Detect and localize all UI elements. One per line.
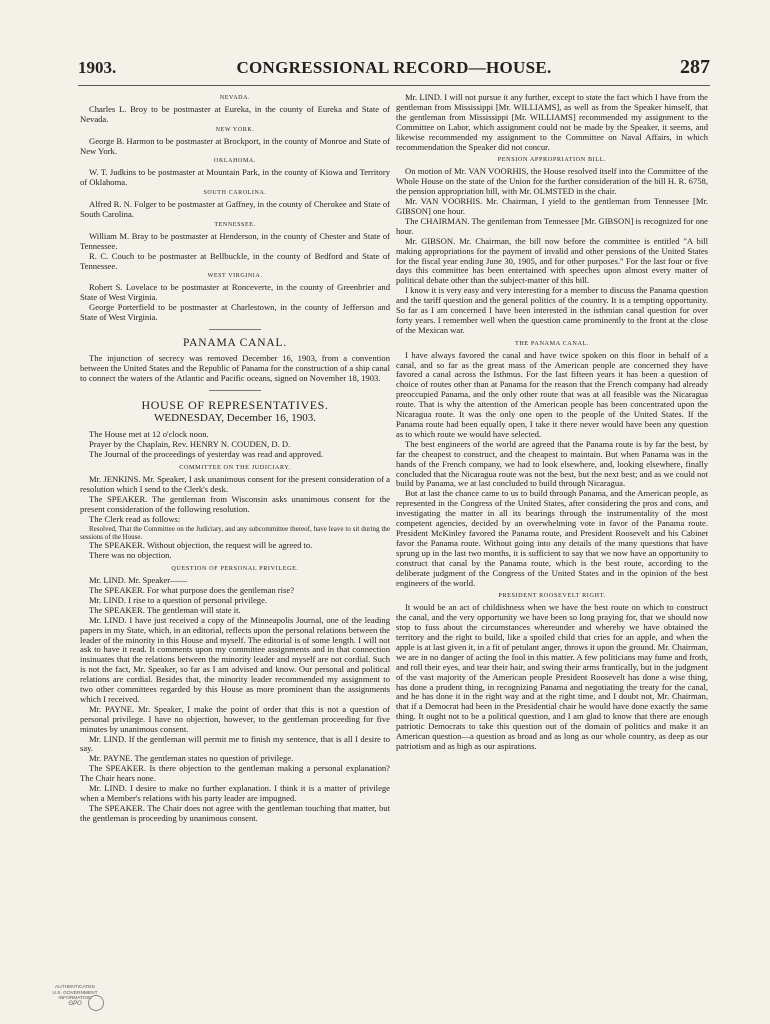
proceeding-paragraph: There was no objection.	[89, 550, 172, 561]
privilege-heading: QUESTION OF PERSONAL PRIVILEGE.	[171, 565, 299, 573]
nomination: Robert S. Lovelace to be postmaster at Ronceverte, in the county of Greenbrier and State of West Virginia.	[80, 282, 390, 303]
proceeding-paragraph: Mr. LIND. I desire to make no further explanation. I think it is a matter of privilege when a Member's relations with his party leader are impugned.	[80, 783, 390, 803]
house-heading: HOUSE OF REPRESENTATIVES.	[141, 397, 329, 412]
nomination: George B. Harmon to be postmaster at Brockport, in the county of Monroe and State of New York.	[80, 135, 390, 156]
proceeding-paragraph: The SPEAKER. Without objection, the request will be agreed to.	[89, 540, 313, 551]
state-heading: NEVADA.	[219, 95, 251, 101]
roosevelt-heading: PRESIDENT ROOSEVELT RIGHT.	[498, 592, 606, 600]
proceeding-paragraph: The SPEAKER. The gentleman from Wisconsin asks unanimous consent for the present consideration of the following resolution.	[80, 493, 390, 514]
stamp-line: U.S. GOVERNMENT	[52, 990, 98, 996]
proceeding-paragraph: Mr. LIND. I will not pursue it any further, except to state the fact which I have from the gentleman from Mississippi [Mr. WILLIAMS], as well as from the Speaker himself, that the gentleman from Mississippi [Mr. WILLIAMS] recommended my assignment to the Committee on Labor, which assignment could not be made by the Speaker, it seems, and likewise recommended my assignment to the Committee on Naval Affairs, in which recommendation the Speaker did not concur.	[396, 92, 708, 152]
proceeding-paragraph: The SPEAKER. The Chair does not agree with the gentleman touching that matter, but the gentleman is proceeding by unanimous consent.	[80, 802, 390, 823]
eagle-seal-icon	[88, 995, 104, 1011]
proceeding-paragraph: Mr. LIND. Mr. Speaker——	[89, 575, 188, 586]
speech-paragraph: It would be an act of childishness when we have the best route on which to construct the canal, and the very opportunity we have been so long praying for, that we should now stop to fuss about the circumstances whereunder and whereby we have obtained the territory and the right to build, like a spoiled child that cries for an apple, and when the apple is at last given it, in a fit of petulant anger, throws it upon the ground. Mr. Chairman, we are in no danger of acting the fool in this matter. A few politicians may fume and froth, and roll their eyes, and tear their hair, and swing their arms frantically, but in the judgment of the vast majority of the American people President Roosevelt has done a wise thing, has done a prudent thing, in recognizing Panama and negotiating the treaty for the canal, and he has done it in the right way and at the right time, and I doubt not, Mr. Chairman, that if a Democrat had been in the Presidential chair he would have done exactly the same thing. It ought not to be a political question, and I am glad to know that there are enough patriotic Democrats to take this question out of the domain of politics and make it an American question—a question as broad and as long as our whole country, as deep as our patriotism and as high as our aspirations.	[396, 602, 708, 751]
resolution-text: Resolved, That the Committee on the Judiciary, and any subcommittee thereof, have leave to sit during the sessions of the House.	[80, 524, 390, 541]
proceeding-paragraph: The House met at 12 o'clock noon.	[89, 429, 209, 440]
opening-proceedings	[80, 430, 390, 460]
state-heading: TENNESSEE.	[214, 221, 256, 228]
speech-paragraph: The best engineers of the world are agreed that the Panama route is by far the best, by far the cheapest to construct, and the cheapest to maintain. But when Panama was in the hands of the French company, we had to look elsewhere, and, looking elsewhere, finally concluded that the Nicaragua route was not the best, but the next best; and as we could not build by Panama, we at last concluded to build through Nicaragua.	[396, 438, 708, 489]
pension-proceedings	[396, 167, 708, 335]
nomination: George Porterfield to be postmaster at Charlestown, in the county of Jefferson and State of West Virginia.	[80, 302, 390, 323]
proceeding-paragraph: Mr. LIND. I have just received a copy of the Minneapolis Journal, one of the leading papers in my State, which, in an editorial, reflects upon the personal relations between the leader of the minority in this House and myself. The editorial is of some length. I will not ask to have it read. It comments upon my committee assignments and in that connection insinuates that the relations between the minority leader and myself are not cordial. Such is not the fact, Mr. Speaker, so far as I am advised and know. Our personal and political relations are cordial. Besides that, the minority leader recommended my assignment to two other committees regarded by this House as more prominent than the assignments which I received.	[80, 614, 390, 704]
proceeding-paragraph: Mr. LIND. I rise to a question of personal privilege.	[89, 594, 268, 605]
header-rule	[78, 85, 710, 86]
divider	[209, 329, 261, 330]
proceeding-paragraph: The Clerk read as follows:	[89, 513, 181, 524]
nomination: W. T. Judkins to be postmaster at Mountain Park, in the county of Kiowa and Territory of Oklahoma.	[80, 167, 390, 188]
state-heading: NEW YORK.	[215, 126, 255, 133]
nomination: Alfred R. N. Folger to be postmaster at Gaffney, in the county of Cherokee and State of South Carolina.	[80, 199, 390, 219]
state-heading: OKLAHOMA.	[214, 158, 256, 165]
header-year: 1903.	[78, 58, 117, 77]
lind-statement	[396, 93, 708, 152]
panama-canal-heading: PANAMA CANAL.	[183, 336, 287, 349]
committee-proceedings-cont	[80, 541, 390, 561]
speech-paragraph: But at last the chance came to us to build through Panama, and the American people, as represented in the Congress of the United States, after considering the pros and cons, and investigating the matter in all its bearings through the instrumentality of the most competent agencies, decided by an overwhelming vote in favor of the Panama route. President McKinley favored the Panama route, and President Roosevelt and his Cabinet favor the Panama route. Without going into any details of the many questions that have sprung up in the last two months, it is sufficient to say that we now have an opportunity to construct that canal by the Panama route, which is the best route, according to the deliberate judgment of the Congress of the United States and in the opinion of the best engineers of the world.	[396, 488, 708, 588]
right-column	[396, 93, 708, 752]
header-page-number: 287	[680, 56, 710, 78]
proceeding-paragraph: The CHAIRMAN. The gentleman from Tennessee [Mr. GIBSON] is recognized for one hour.	[396, 215, 708, 236]
committee-proceedings	[80, 475, 390, 525]
nominations-list	[80, 94, 390, 323]
left-column	[80, 93, 390, 824]
stamp-gpo: GPO	[68, 1000, 82, 1007]
proceeding-paragraph: Prayer by the Chaplain, Rev. HENRY N. COUDEN, D. D.	[89, 439, 291, 450]
proceeding-paragraph: Mr. JENKINS. Mr. Speaker, I ask unanimous consent for the present consideration of a resolution which I send to the Clerk's desk.	[80, 474, 390, 494]
proceeding-paragraph: I know it is very easy and very interesting for a member to discuss the Panama question and the tariff question and the general politics of the country. It is a tempting opportunity. So far as I am concerned I have been interested in the isthmian canal question for over forty years. I remember well when the question came prominently to the front at the close of the Mexican war.	[396, 285, 708, 335]
pension-heading: PENSION APPROPRIATION BILL.	[497, 156, 607, 164]
proceeding-paragraph: The SPEAKER. The gentleman will state it.	[89, 604, 241, 615]
roosevelt-speech	[396, 603, 708, 752]
state-heading: WEST VIRGINIA.	[207, 273, 263, 280]
speech-paragraph: I have always favored the canal and have twice spoken on this floor in behalf of a canal, and so far as the great mass of the American people are concerned they have favored a canal across the Isthmus. For the last fifteen years it has been a question of choice of routes other than at Panama for the reason that the French company had already preoccupied Panama, and the only other route that was at all feasible was the Nicaragua route. That is why the attention of the American people has been concentrated upon the Nicaragua route. It was the only one open to the people of the United States. If the Panama route had been equally open, I take it there never would have been any question as to which route we would have selected.	[396, 349, 708, 439]
session-date: WEDNESDAY, December 16, 1903.	[154, 412, 316, 425]
proceeding-paragraph: The SPEAKER. For what purpose does the gentleman rise?	[89, 584, 295, 595]
privilege-proceedings	[80, 576, 390, 824]
nomination: R. C. Couch to be postmaster at Bellbuckle, in the county of Bedford and State of Tennessee.	[80, 250, 390, 271]
page-header	[78, 58, 710, 82]
proceeding-paragraph: Mr. LIND. If the gentleman will permit me to finish my sentence, that is all I desire to say.	[80, 733, 390, 754]
proceeding-paragraph: The SPEAKER. Is there objection to the gentleman making a personal explanation? The Chair hears none.	[80, 763, 390, 784]
canal-speech	[396, 351, 708, 589]
state-heading: SOUTH CAROLINA.	[203, 190, 267, 197]
proceeding-paragraph: Mr. PAYNE. The gentleman states no question of privilege.	[89, 753, 294, 764]
nomination: William M. Bray to be postmaster at Henderson, in the county of Chester and State of Tennessee.	[80, 230, 390, 251]
panama-canal-text: The injunction of secrecy was removed December 16, 1903, from a convention between the United States and the Republic of Panama for the construction of a ship canal to connect the waters of the Atlantic and Pacific oceans, signed on November 18, 1903.	[80, 352, 390, 383]
stamp-line: AUTHENTICATED	[55, 985, 95, 990]
proceeding-paragraph: The Journal of the proceedings of yesterday was read and approved.	[89, 449, 324, 460]
divider	[209, 390, 261, 391]
proceeding-paragraph: Mr. PAYNE. Mr. Speaker, I make the point of order that this is not a question of personal privilege. I have no objection, however, to the gentleman proceeding for five minutes by unanimous consent.	[80, 703, 390, 734]
canal-heading: THE PANAMA CANAL.	[514, 339, 590, 347]
committee-heading: COMMITTEE ON THE JUDICIARY.	[179, 464, 291, 472]
gpo-authentication-stamp	[40, 985, 110, 1007]
header-title: CONGRESSIONAL RECORD—HOUSE.	[236, 58, 552, 77]
nomination: Charles L. Broy to be postmaster at Eureka, in the county of Eureka and State of Nevada.	[80, 103, 390, 124]
stamp-line: INFORMATION	[58, 996, 92, 1001]
proceeding-paragraph: On motion of Mr. VAN VOORHIS, the House resolved itself into the Committee of the Whole House on the state of the Union for the further consideration of the bill H. R. 6758, the pension appropriation bill, with Mr. OLMSTED in the chair.	[396, 166, 708, 197]
proceeding-paragraph: Mr. GIBSON. Mr. Chairman, the bill now before the committee is entitled "A bill making appropriations for the payment of invalid and other pensions of the United States for the fiscal year ending June 30, 1905, and for other purposes." For the last four or five days this committee has been entertained with speeches upon almost every matter of political debate other than the subject-matter of this bill.	[396, 235, 708, 286]
proceeding-paragraph: Mr. VAN VOORHIS. Mr. Chairman, I yield to the gentleman from Tennessee [Mr. GIBSON] one hour.	[396, 196, 708, 216]
